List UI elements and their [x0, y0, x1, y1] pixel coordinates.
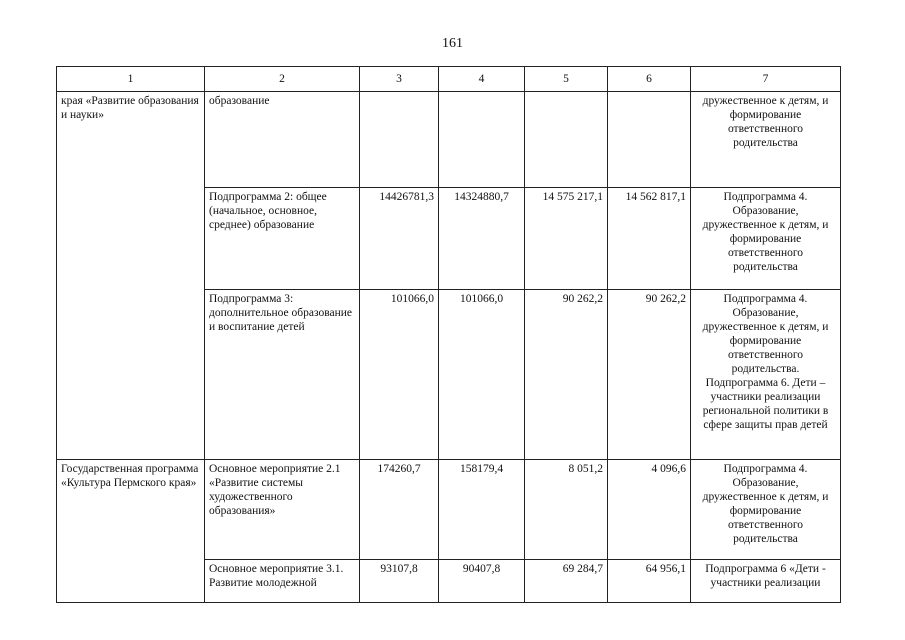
value-cell: 14426781,3 [360, 188, 439, 290]
value-cell [608, 92, 691, 188]
value-cell: 14 575 217,1 [525, 188, 608, 290]
value-cell: 8 051,2 [525, 460, 608, 560]
table-row [57, 460, 841, 560]
subprogram-cell: Подпрограмма 2: общее (начальное, основное, среднее) образование [205, 188, 360, 290]
value-cell: 101066,0 [439, 290, 525, 460]
value-cell: 174260,7 [360, 460, 439, 560]
program-cell: Государственная программа «Культура Пермского края» [57, 460, 205, 603]
table-row [57, 92, 841, 188]
subprogram-cell: Основное мероприятие 3.1. Развитие молодежной [205, 560, 360, 603]
link-cell: дружественное к детям, и формирование ответственного родительства [691, 92, 841, 188]
subprogram-cell: образование [205, 92, 360, 188]
value-cell: 158179,4 [439, 460, 525, 560]
page-number: 161 [442, 36, 463, 51]
column-header: 5 [525, 67, 608, 92]
value-cell: 90 262,2 [525, 290, 608, 460]
value-cell [525, 92, 608, 188]
value-cell: 93107,8 [360, 560, 439, 603]
link-cell: Подпрограмма 4. Образование, дружественное к детям, и формирование ответственного родительства. Подпрограмма 6. Дети – участники реализации региональной политики в сфере защиты прав детей [691, 290, 841, 460]
column-header: 2 [205, 67, 360, 92]
link-cell: Подпрограмма 4. Образование, дружественное к детям, и формирование ответственного родительства [691, 460, 841, 560]
link-cell: Подпрограмма 6 «Дети - участники реализации [691, 560, 841, 603]
subprogram-cell: Основное мероприятие 2.1 «Развитие системы художественного образования» [205, 460, 360, 560]
column-header: 6 [608, 67, 691, 92]
column-header: 1 [57, 67, 205, 92]
program-cell: края «Развитие образования и науки» [57, 92, 205, 460]
value-cell: 4 096,6 [608, 460, 691, 560]
subprogram-cell: Подпрограмма 3: дополнительное образование и воспитание детей [205, 290, 360, 460]
header-row [57, 67, 841, 92]
column-header: 3 [360, 67, 439, 92]
value-cell [439, 92, 525, 188]
value-cell: 69 284,7 [525, 560, 608, 603]
value-cell: 90 262,2 [608, 290, 691, 460]
value-cell [360, 92, 439, 188]
value-cell: 64 956,1 [608, 560, 691, 603]
value-cell: 101066,0 [360, 290, 439, 460]
column-header: 4 [439, 67, 525, 92]
value-cell: 14324880,7 [439, 188, 525, 290]
value-cell: 14 562 817,1 [608, 188, 691, 290]
data-table [56, 66, 841, 603]
column-header: 7 [691, 67, 841, 92]
value-cell: 90407,8 [439, 560, 525, 603]
link-cell: Подпрограмма 4. Образование, дружественное к детям, и формирование ответственного родительства [691, 188, 841, 290]
